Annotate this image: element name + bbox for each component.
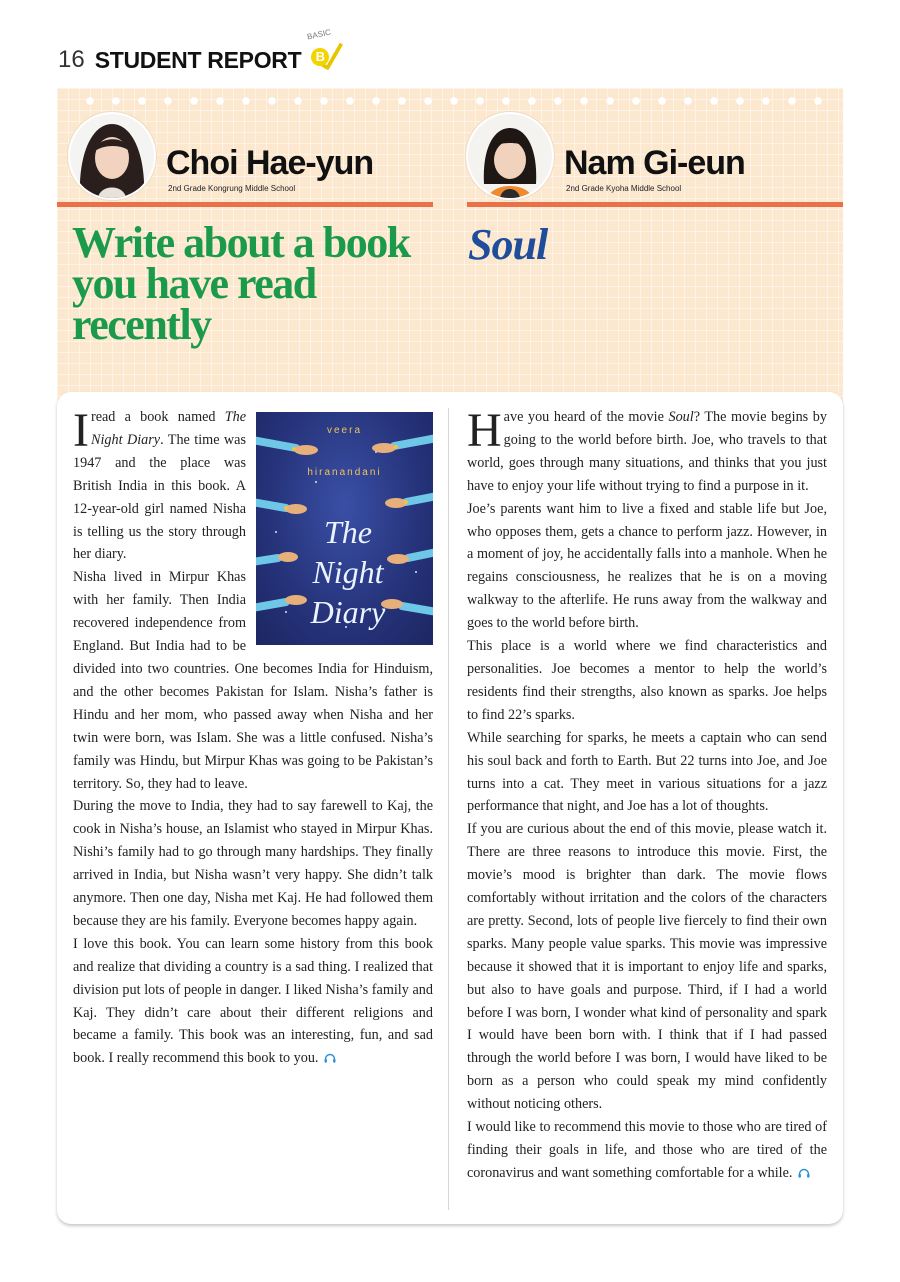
article-paragraph: If you are curious about the end of this movie, please watch it. There are three reasons to introduce this movie. First, the movie’s mood is brighter than dark. The movie flows comfortably without irritation and the colors of the characters are pretty. Second, lots of people live fiercely to find their own sparks. Many people value sparks. This movie was impressive because it showed that it is important to enjoy life and sparks, but also to have goals and purpose. Third, if I had a world before I was born, I wonder what kind of personality and spark I would have been born with. I think that if I had passed through the world before I was born, I would have liked to be born as a person who could speak my mind confidently without noticing others. bbox=[467, 821, 827, 1113]
article-paragraph: This place is a world where we find characteristics and personalities. Joe becomes a mentor to help the world’s residents find their strengths, also known as sparks. Joe helps to find 22’s sparks. bbox=[467, 638, 827, 723]
right-article-body bbox=[467, 406, 827, 1185]
student-name: Choi Hae-yun bbox=[166, 144, 374, 182]
avatar bbox=[466, 112, 554, 200]
level-badge bbox=[306, 27, 337, 74]
book-title-line: The bbox=[324, 514, 372, 550]
book-title bbox=[278, 512, 418, 632]
paragraph-text: ave you heard of the movie bbox=[503, 409, 669, 425]
column-divider bbox=[448, 408, 449, 1210]
article-paragraph bbox=[467, 1116, 827, 1185]
page-number: 16 bbox=[58, 46, 85, 73]
student-photo-icon bbox=[468, 114, 552, 198]
paragraph-text: ? The movie begins by going to the world before birth. Joe, who travels to that world, goes through many situations, and thinks that you just have to enjoy your life without trying to find a purpose in it. bbox=[467, 409, 827, 494]
page-header bbox=[58, 27, 337, 80]
article-paragraph: During the move to India, they had to say farewell to Kaj, the cook in Nisha’s house, an Islamist who stayed in Mirpur Khas. Nishi’s family had to go through many hardships. They finally arrived in India, but Nisha wasn’t very happy. She didn’t talk anymore. Then one day, Nisha met Kaj. He had followed them because they are his family. Everyone becomes happy again. bbox=[73, 798, 433, 929]
book-author-last: hiranandani bbox=[307, 467, 382, 478]
movie-title-italic: Soul bbox=[668, 409, 694, 425]
article-paragraph bbox=[467, 406, 827, 498]
paragraph-text: I love this book. You can learn some history from this book and realize that dividing a country is a sad thing. I realized that division put lots of people in danger. I liked Nisha’s family and Kaj. They didn’t care about their different religions and became a family. This book was an interesting, fun, and sad book. I really recommend this book to you. bbox=[73, 935, 433, 1067]
article-headline: Write about a book you have read recently bbox=[72, 218, 410, 349]
book-title-italic: The Night Diary bbox=[90, 409, 246, 448]
article-paragraph bbox=[73, 933, 433, 1070]
divider-bar bbox=[467, 202, 843, 207]
avatar bbox=[68, 112, 156, 200]
paragraph-text: I would like to recommend this movie to those who are tired of finding their goals in life, and those who are tired of the coronavirus and want something comfortable for a while. bbox=[467, 1119, 827, 1181]
book-title-line: Diary bbox=[310, 594, 386, 630]
left-article-body bbox=[73, 406, 433, 1070]
article-paragraph: Joe’s parents want him to live a fixed and stable life but Joe, who opposes them, gets a chance to perform jazz. However, in a moment of joy, he accidentally falls into a manhole. When he regains consciousness, he realizes that he is on a moving walkway to the afterlife. He runs away from the walkway and goes to the world before birth. bbox=[467, 500, 827, 632]
headphones-icon bbox=[324, 1053, 336, 1063]
level-word: BASIC bbox=[306, 27, 333, 42]
student-name: Nam Gi-eun bbox=[564, 144, 745, 182]
book-cover-image bbox=[256, 412, 433, 645]
student-school: 2nd Grade Kyoha Middle School bbox=[566, 184, 682, 193]
article-headline: Soul bbox=[468, 220, 548, 269]
dots-decoration bbox=[77, 96, 827, 106]
level-letter: B bbox=[311, 48, 329, 66]
headphones-icon bbox=[798, 1168, 810, 1178]
section-title: STUDENT REPORT bbox=[94, 46, 302, 73]
article-paragraph: Nisha lived in Mirpur Khas with her family. Then India recovered independence from England. But India had to be divided into two countries. One becomes India for Hinduism, and the other becomes Pakistan for Islam. Nisha’s father is Hindu and her mom, who passed away when Nisha and her twin were born, was Islam. She was a little confused. Nisha’s family was Hindu, but Mirpur Khas was going to be Pakistan’s territory. So, they had to leave. bbox=[73, 569, 433, 792]
student-school: 2nd Grade Kongrung Middle School bbox=[168, 184, 296, 193]
drop-cap: H bbox=[467, 404, 502, 457]
student-photo-icon bbox=[70, 114, 154, 198]
drop-cap: I bbox=[73, 404, 89, 457]
paragraph-text: read a book named bbox=[90, 409, 225, 425]
paragraph-text: . The time was 1947 and the place was British India in this book. A 12-year-old girl named Nisha is telling us the story through her diary. bbox=[73, 431, 246, 563]
book-author-first: veera bbox=[326, 425, 362, 436]
book-title-line: Night bbox=[312, 554, 384, 590]
divider-bar bbox=[57, 202, 433, 207]
article-paragraph: While searching for sparks, he meets a captain who can send his soul back and forth to Earth. But 22 turns into Joe, and Joe turns into a cat. They meet in various situations for a jazz performance that night, and Joe has a lot of thoughts. bbox=[467, 729, 827, 815]
